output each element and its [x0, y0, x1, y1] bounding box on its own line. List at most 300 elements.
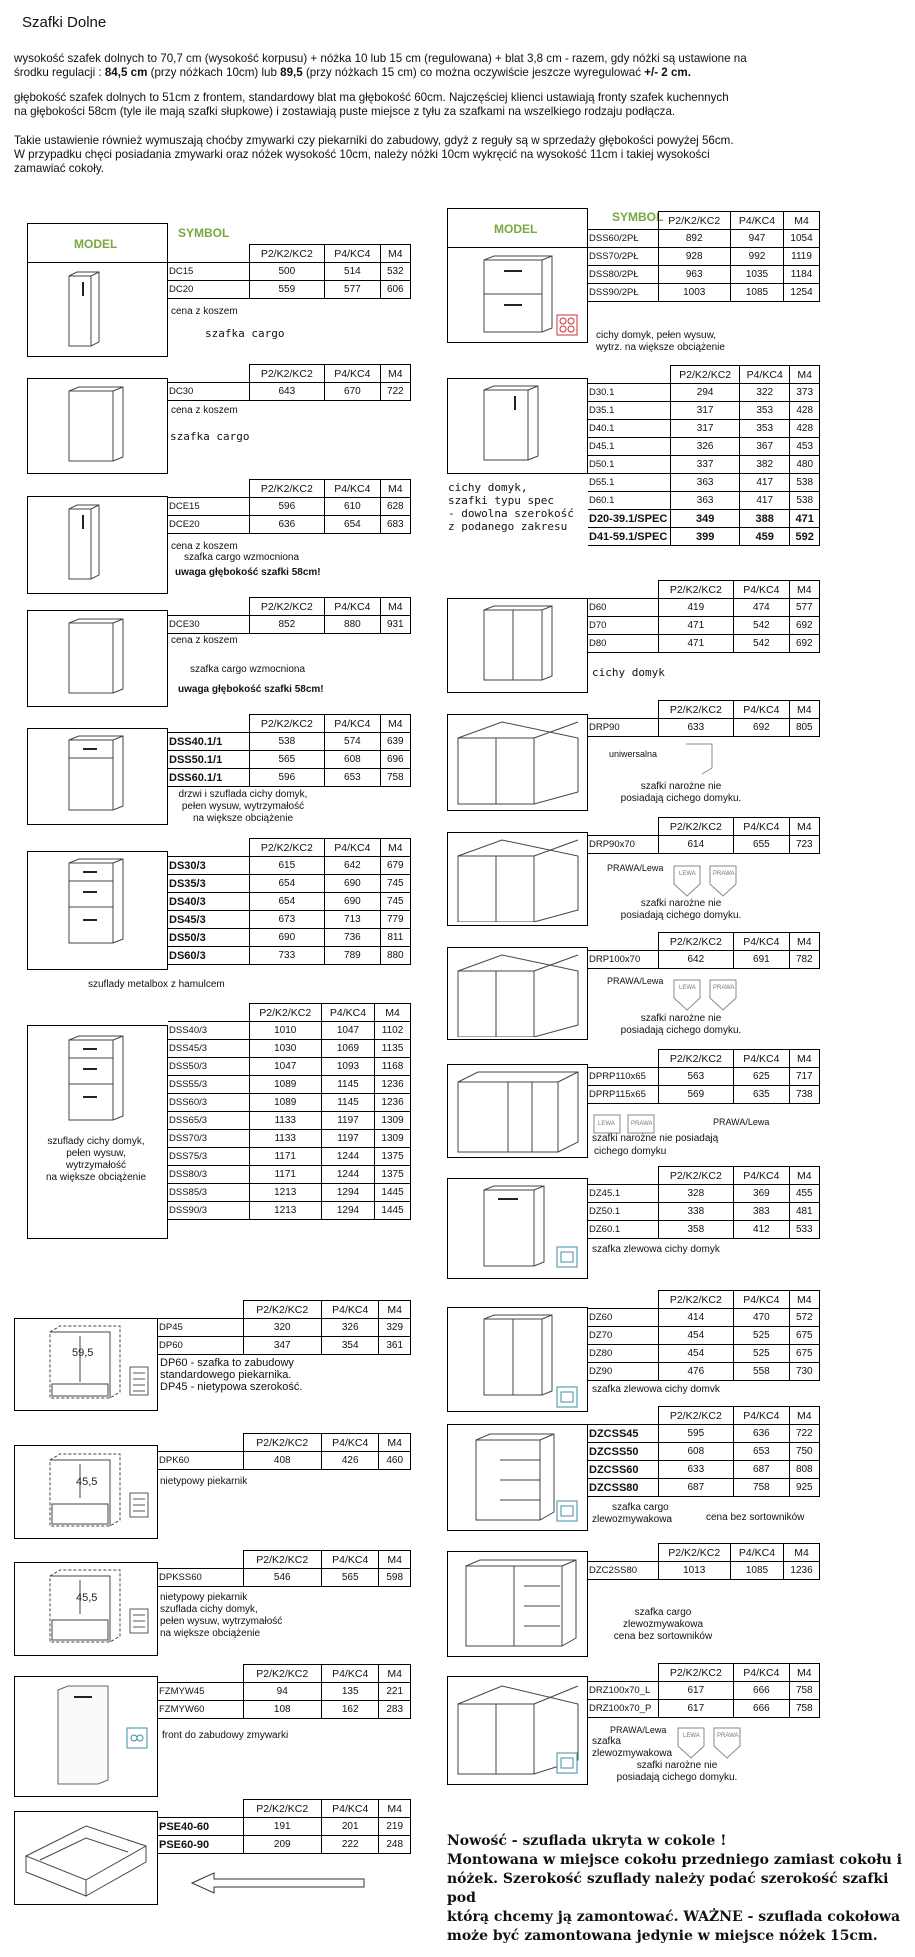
table-row [158, 1836, 411, 1854]
model-code-cell: DS35/3 [168, 875, 249, 893]
price-cell: 453 [790, 438, 820, 456]
price-cell: 1171 [249, 1166, 321, 1184]
price-cell: 525 [734, 1345, 789, 1363]
table-note: na większe obciążenie [192, 813, 294, 824]
model-code-cell: DRP90 [588, 719, 658, 737]
price-cell: 1089 [249, 1076, 321, 1094]
table-note-group [598, 1607, 728, 1643]
price-table-drp100x70 [588, 932, 820, 969]
model-code-cell: DZCSS80 [588, 1479, 658, 1497]
price-cell: 687 [734, 1461, 789, 1479]
table-note: pełen wysuw, wytrzymałość [160, 1616, 283, 1627]
table-note: wytrz. na większe obciążenie [596, 342, 725, 353]
col-p2: P2/K2/KC2 [658, 818, 734, 836]
table-note-group [160, 1357, 302, 1393]
table-row [588, 266, 820, 284]
table-row [158, 1683, 411, 1701]
table-note: szafka [592, 1736, 621, 1747]
intro-line: W przypadku chęci posiadania zmywarki oraz nóżek wysokość 10cm, należy nóżki 10cm wykręcić na wysokość 11cm i takiej wysokości [14, 148, 710, 161]
price-table-dss3 [168, 1003, 411, 1220]
table-row [168, 751, 411, 769]
model-code-cell: DZ90 [588, 1363, 658, 1381]
header-blank [168, 245, 249, 263]
col-p2: P2/K2/KC2 [243, 1434, 321, 1452]
narrow-cabinet-drawing [63, 270, 103, 352]
price-cell: 480 [790, 456, 820, 474]
table-row [168, 263, 411, 281]
price-cell: 538 [790, 474, 820, 492]
model-code-cell: DSS75/3 [168, 1148, 249, 1166]
model-code-cell: DZ60.1 [588, 1221, 658, 1239]
price-cell: 565 [249, 751, 325, 769]
table-row [588, 1203, 820, 1221]
price-cell: 1133 [249, 1130, 321, 1148]
table-row [588, 1185, 820, 1203]
table-row [588, 1309, 820, 1327]
price-cell: 1236 [375, 1094, 411, 1112]
price-cell: 533 [789, 1221, 819, 1239]
price-cell: 745 [380, 875, 410, 893]
col-p2: P2/K2/KC2 [658, 581, 734, 599]
model-code-cell: DS45/3 [168, 911, 249, 929]
table-note: z podanego zakresu [448, 520, 568, 533]
price-cell: 248 [379, 1836, 411, 1854]
table-note: cena z koszem [171, 306, 238, 317]
col-p4: P4/KC4 [321, 1434, 378, 1452]
price-cell: 412 [734, 1221, 789, 1239]
price-cell: 201 [321, 1818, 378, 1836]
table-note: uwaga głębokość szafki 58cm! [178, 684, 324, 695]
price-cell: 654 [325, 516, 380, 534]
table-note: szuflady metalbox z hamulcem [88, 979, 225, 990]
prawa-label: PRAWA [631, 1121, 653, 1127]
price-cell: 666 [734, 1700, 789, 1718]
price-cell: 399 [671, 528, 740, 546]
footer-note [447, 1832, 907, 1946]
price-cell: 353 [740, 420, 790, 438]
price-cell: 1047 [249, 1058, 321, 1076]
price-cell: 653 [325, 769, 380, 787]
col-p2: P2/K2/KC2 [243, 1665, 321, 1683]
col-p2: P2/K2/KC2 [249, 480, 325, 498]
col-p2: P2/K2/KC2 [658, 933, 734, 951]
model-code-cell: FZMYW45 [158, 1683, 243, 1701]
price-table-fzmyw [158, 1664, 411, 1719]
col-p4: P4/KC4 [734, 1291, 789, 1309]
price-cell: 758 [789, 1682, 819, 1700]
price-cell: 1294 [321, 1202, 374, 1220]
table-row [168, 1112, 411, 1130]
table-row [588, 384, 820, 402]
table-note: posiadają cichego domyku. [620, 910, 742, 921]
col-p4: P4/KC4 [321, 1665, 378, 1683]
header-blank [588, 1544, 658, 1562]
price-cell: 426 [321, 1452, 378, 1470]
header-blank [588, 1664, 658, 1682]
col-m4: M4 [789, 1407, 819, 1425]
price-cell: 1445 [375, 1202, 411, 1220]
price-cell: 349 [671, 510, 740, 528]
left-right-variant-icon [592, 1113, 662, 1139]
col-m4: M4 [789, 1291, 819, 1309]
col-p4: P4/KC4 [734, 1050, 789, 1068]
price-cell: 1069 [321, 1040, 374, 1058]
price-cell: 353 [740, 402, 790, 420]
table-note: pełen wysuw, [66, 1148, 126, 1159]
price-cell: 1375 [375, 1148, 411, 1166]
col-m4: M4 [790, 366, 820, 384]
table-row [588, 402, 820, 420]
price-cell: 476 [658, 1363, 734, 1381]
price-cell: 363 [671, 492, 740, 510]
price-cell: 606 [380, 281, 410, 299]
price-cell: 283 [379, 1701, 411, 1719]
lewa-label: LEWA [679, 985, 696, 991]
price-table-drz [588, 1663, 820, 1718]
model-code-cell: DZ50.1 [588, 1203, 658, 1221]
model-code-cell: DSS50/3 [168, 1058, 249, 1076]
price-cell: 928 [658, 248, 730, 266]
model-code-cell: DS60/3 [168, 947, 249, 965]
header-blank [588, 1407, 658, 1425]
table-note-group [448, 481, 574, 533]
model-code-cell: DSS70/2PŁ [588, 248, 658, 266]
model-code-cell: DSS55/3 [168, 1076, 249, 1094]
header-blank [168, 839, 249, 857]
price-cell: 358 [658, 1221, 734, 1239]
model-code-cell: D60.1 [588, 492, 671, 510]
price-cell: 696 [380, 751, 410, 769]
header-blank [158, 1434, 243, 1452]
table-row [588, 1682, 820, 1700]
price-cell: 947 [730, 230, 783, 248]
table-note: szafka zlewowa cichy domyk [592, 1244, 720, 1255]
price-cell: 367 [740, 438, 790, 456]
table-note: nietypowy piekarnik [160, 1476, 248, 1487]
price-cell: 326 [321, 1319, 378, 1337]
model-code-cell: DZC2SS80 [588, 1562, 658, 1580]
price-cell: 692 [789, 635, 819, 653]
price-cell: 789 [325, 947, 380, 965]
header-blank [588, 212, 658, 230]
price-cell: 750 [789, 1443, 819, 1461]
price-cell: 635 [734, 1086, 789, 1104]
col-p2: P2/K2/KC2 [658, 1664, 734, 1682]
table-row [588, 1479, 820, 1497]
col-m4: M4 [789, 1167, 819, 1185]
price-cell: 569 [658, 1086, 734, 1104]
price-cell: 687 [658, 1479, 734, 1497]
table-row [168, 1184, 411, 1202]
table-row [588, 492, 820, 510]
table-note: szuflada cichy domyk, [160, 1604, 258, 1615]
price-cell: 925 [789, 1479, 819, 1497]
table-note: uwaga głębokość szafki 58cm! [175, 567, 321, 578]
model-code-cell: DSS80/2PŁ [588, 266, 658, 284]
price-cell: 1445 [375, 1184, 411, 1202]
intro-value: +/- 2 cm. [644, 66, 691, 79]
header-blank [588, 701, 658, 719]
price-cell: 382 [740, 456, 790, 474]
table-row [168, 1040, 411, 1058]
table-note-group [30, 1136, 162, 1184]
price-table-dpk [158, 1433, 411, 1470]
price-cell: 758 [380, 769, 410, 787]
col-p4: P4/KC4 [325, 839, 380, 857]
col-m4: M4 [789, 933, 819, 951]
price-cell: 481 [789, 1203, 819, 1221]
table-row [588, 438, 820, 456]
model-code-cell: DP60 [158, 1337, 243, 1355]
price-cell: 525 [734, 1327, 789, 1345]
table-row [588, 951, 820, 969]
model-code-cell: PSE60-90 [158, 1836, 243, 1854]
table-row [588, 474, 820, 492]
intro-text: środku regulacji : [14, 66, 105, 79]
model-code-cell: D20-39.1/SPEC [588, 510, 671, 528]
drawer-cabinet-drawing [478, 254, 558, 338]
header-blank [168, 598, 249, 616]
price-cell: 1244 [321, 1148, 374, 1166]
price-cell: 730 [789, 1363, 819, 1381]
header-blank [168, 715, 249, 733]
model-code-cell: DZCSS60 [588, 1461, 658, 1479]
table-row [168, 947, 411, 965]
price-cell: 614 [658, 836, 734, 854]
col-p4: P4/KC4 [734, 701, 789, 719]
table-row [168, 893, 411, 911]
variant-tag: uniwersalna [609, 749, 658, 759]
price-cell: 1171 [249, 1148, 321, 1166]
table-row [168, 911, 411, 929]
sink-cabinet-drawing [478, 1184, 558, 1274]
price-cell: 337 [671, 456, 740, 474]
table-row [168, 929, 411, 947]
dishwasher-front-drawing [52, 1684, 114, 1790]
price-cell: 717 [789, 1068, 819, 1086]
price-cell: 408 [243, 1452, 321, 1470]
oven-cabinet-drawing [44, 1324, 130, 1406]
table-row [168, 733, 411, 751]
table-row [168, 1202, 411, 1220]
variant-tag: PRAWA/Lewa [713, 1117, 770, 1127]
table-note-group [592, 1736, 672, 1760]
table-row [588, 1086, 820, 1104]
col-m4: M4 [379, 1665, 411, 1683]
price-cell: 617 [658, 1700, 734, 1718]
table-row [588, 1068, 820, 1086]
col-p4: P4/KC4 [325, 598, 380, 616]
intro-text: (przy nóżkach 15 cm) co można oczywiście jeszcze wyregulować [302, 66, 645, 79]
hob-badge-icon [556, 314, 578, 336]
col-p4: P4/KC4 [325, 715, 380, 733]
price-cell: 221 [379, 1683, 411, 1701]
drawer-cabinet-drawing [63, 1034, 129, 1142]
model-header: MODEL [74, 237, 118, 251]
footer-line: może być zamontowana jedynie w miejsce nóżek 15cm. [447, 1928, 878, 1944]
model-code-cell: DSS90/2PŁ [588, 284, 658, 302]
model-code-cell: DP45 [158, 1319, 243, 1337]
col-m4: M4 [379, 1551, 411, 1569]
table-row [588, 1700, 820, 1718]
price-cell: 1093 [321, 1058, 374, 1076]
table-row [588, 1345, 820, 1363]
model-code-cell: D50.1 [588, 456, 671, 474]
table-row [168, 857, 411, 875]
table-row [168, 1022, 411, 1040]
price-cell: 1145 [321, 1094, 374, 1112]
price-cell: 546 [243, 1569, 321, 1587]
col-m4: M4 [784, 1544, 820, 1562]
table-row [168, 383, 411, 401]
table-note-group [160, 1592, 282, 1640]
price-cell: 1197 [321, 1112, 374, 1130]
price-cell: 572 [789, 1309, 819, 1327]
model-code-cell: PSE40-60 [158, 1818, 243, 1836]
model-code-cell: D60 [588, 599, 658, 617]
model-code-cell: DRZ100x70_L [588, 1682, 658, 1700]
price-cell: 383 [734, 1203, 789, 1221]
price-cell: 683 [380, 516, 410, 534]
price-cell: 992 [730, 248, 783, 266]
header-blank [588, 1050, 658, 1068]
price-cell: 675 [789, 1327, 819, 1345]
price-cell: 428 [790, 420, 820, 438]
sink-cabinet-drawing [478, 1313, 558, 1405]
model-code-cell: DSS85/3 [168, 1184, 249, 1202]
model-code-cell: D45.1 [588, 438, 671, 456]
table-note: szafka cargo [205, 327, 285, 340]
price-cell: 1145 [321, 1076, 374, 1094]
price-cell: 559 [249, 281, 325, 299]
table-row [168, 875, 411, 893]
oven-cabinet-drawing [44, 1568, 130, 1650]
model-code-cell: DCE20 [168, 516, 249, 534]
price-cell: 1184 [784, 266, 820, 284]
price-cell: 931 [380, 616, 410, 634]
table-row [168, 1094, 411, 1112]
table-note: cena z koszem [171, 405, 238, 416]
price-cell: 633 [658, 1461, 734, 1479]
lewa-label: LEWA [679, 871, 696, 877]
intro-paragraph-3 [14, 134, 894, 176]
price-cell: 577 [325, 281, 380, 299]
price-cell: 574 [325, 733, 380, 751]
oven-dimension-label: 45,5 [76, 1592, 98, 1604]
price-cell: 1236 [375, 1076, 411, 1094]
table-row [168, 281, 411, 299]
col-p2: P2/K2/KC2 [249, 1004, 321, 1022]
col-p4: P4/KC4 [734, 581, 789, 599]
price-cell: 779 [380, 911, 410, 929]
price-cell: 654 [249, 893, 325, 911]
price-cell: 713 [325, 911, 380, 929]
price-cell: 617 [658, 1682, 734, 1700]
price-cell: 1035 [730, 266, 783, 284]
price-table-dz60 [588, 1290, 820, 1381]
price-cell: 542 [734, 635, 789, 653]
price-cell: 1089 [249, 1094, 321, 1112]
corner-cabinet-drawing [452, 718, 584, 806]
symbol-header: SYMBOL [178, 226, 230, 240]
table-row [168, 616, 411, 634]
model-code-cell: DZCSS45 [588, 1425, 658, 1443]
intro-paragraph-2 [14, 91, 894, 119]
sink-badge-icon [556, 1752, 578, 1774]
oven-dimension-label: 45,5 [76, 1476, 98, 1488]
price-cell: 1135 [375, 1040, 411, 1058]
table-row [588, 420, 820, 438]
price-cell: 558 [734, 1363, 789, 1381]
price-cell: 219 [379, 1818, 411, 1836]
model-code-cell: FZMYW60 [158, 1701, 243, 1719]
model-code-cell: D41-59.1/SPEC [588, 528, 671, 546]
price-cell: 1168 [375, 1058, 411, 1076]
price-cell: 577 [789, 599, 819, 617]
oven-badge-icon [129, 1608, 149, 1634]
price-cell: 1213 [249, 1202, 321, 1220]
table-note-group [592, 1013, 770, 1037]
table-note-group [168, 789, 318, 825]
model-code-cell: DSS45/3 [168, 1040, 249, 1058]
table-note: - dowolna szerokość [448, 507, 574, 520]
price-cell: 608 [658, 1443, 734, 1461]
header-blank [168, 365, 249, 383]
price-cell: 596 [249, 769, 325, 787]
price-cell: 598 [379, 1569, 411, 1587]
price-table-dc15 [168, 244, 411, 299]
col-m4: M4 [380, 365, 410, 383]
table-note: posiadają cichego domyku. [620, 793, 742, 804]
table-row [158, 1569, 411, 1587]
price-table-dprp [588, 1049, 820, 1104]
price-cell: 1254 [784, 284, 820, 302]
cabinet-drawing [478, 384, 544, 468]
sink-badge-icon [556, 1246, 578, 1268]
table-row [588, 230, 820, 248]
col-p4: P4/KC4 [734, 1664, 789, 1682]
col-p4: P4/KC4 [734, 933, 789, 951]
model-code-cell: DPK60 [158, 1452, 243, 1470]
table-note: standardowego piekarnika. [160, 1369, 292, 1381]
sink-badge-icon [556, 1500, 578, 1522]
table-row [158, 1337, 411, 1355]
price-cell: 419 [658, 599, 734, 617]
table-row [158, 1818, 411, 1836]
cargo-sink-cabinet-drawing [470, 1430, 570, 1526]
header-blank [168, 480, 249, 498]
price-cell: 1309 [375, 1130, 411, 1148]
price-cell: 1309 [375, 1112, 411, 1130]
model-code-cell: D80 [588, 635, 658, 653]
corner-layout-icon [682, 740, 722, 776]
price-cell: 1054 [784, 230, 820, 248]
model-code-cell: DSS90/3 [168, 1202, 249, 1220]
price-table-dce30 [168, 597, 411, 634]
table-row [588, 1562, 820, 1580]
price-cell: 782 [789, 951, 819, 969]
col-p2: P2/K2/KC2 [243, 1551, 321, 1569]
price-cell: 643 [249, 383, 325, 401]
price-table-dzcss [588, 1406, 820, 1497]
col-p4: P4/KC4 [734, 818, 789, 836]
col-m4: M4 [380, 245, 410, 263]
price-cell: 963 [658, 266, 730, 284]
corner-cabinet-drawing [452, 836, 584, 922]
price-table-dpkss [158, 1550, 411, 1587]
table-note: cena z koszem [171, 635, 238, 646]
table-note: cichy domyk, pełen wysuw, [596, 330, 717, 341]
